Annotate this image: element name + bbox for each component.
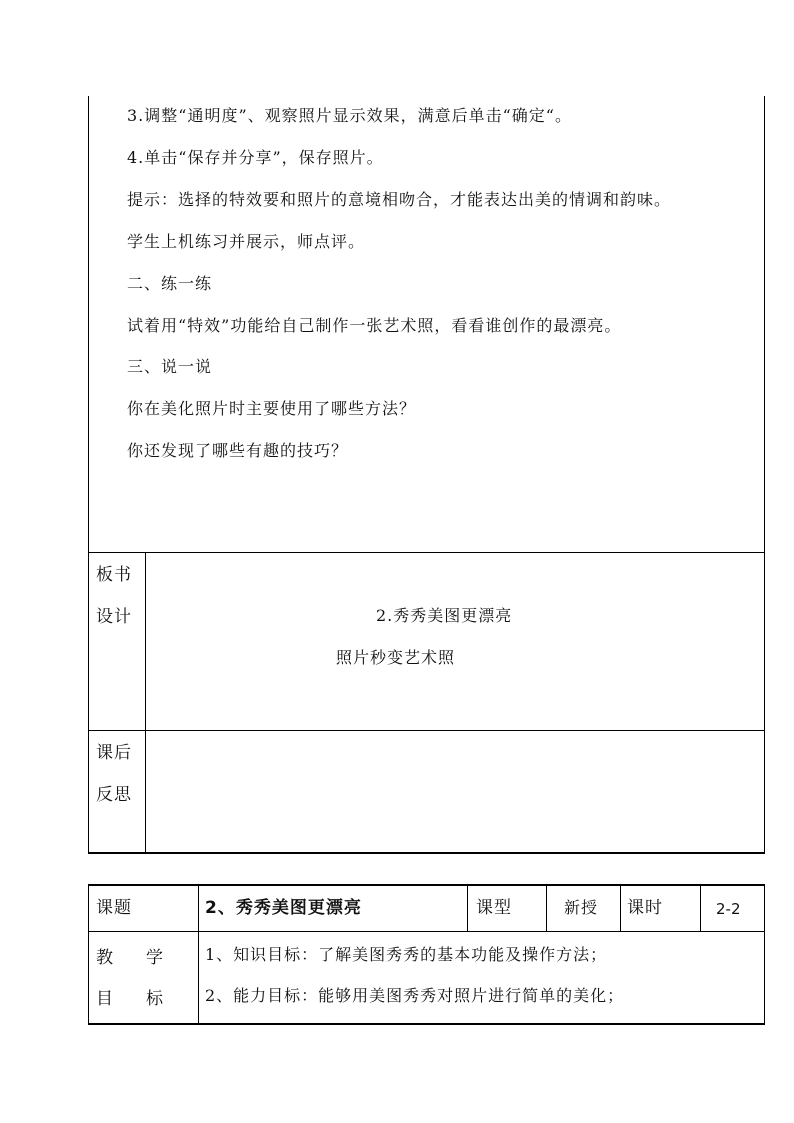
reflection-label-line2: 反思 [96,785,132,805]
process-line: 三、说一说 [127,357,213,376]
lesson-table-left-border [88,884,89,1025]
upper-table-bottom-border [88,852,765,854]
goals-label-char2: 学 [146,948,164,968]
upper-table-left-border [88,96,89,853]
board-label-line1: 板书 [96,565,132,585]
topic-value: 2、秀秀美图更漂亮 [205,898,362,918]
lesson-table-bottom-border [88,1023,765,1025]
process-line: 二、练一练 [127,274,213,293]
board-row-top-border [88,552,765,553]
topic-label: 课题 [96,898,132,918]
reflection-label-line1: 课后 [96,743,132,763]
lesson-col-divider-1 [198,884,199,1025]
type-value: 新授 [564,898,599,917]
board-title: 2.秀秀美图更漂亮 [376,606,513,625]
process-line: 4.单击“保存并分享”，保存照片。 [127,148,384,167]
process-line: 试着用“特效”功能给自己制作一张艺术照，看看谁创作的最漂亮。 [127,316,622,335]
process-line: 3.调整“通明度”、观察照片显示效果，满意后单击“确定“。 [127,106,572,125]
period-label: 课时 [627,898,663,918]
label-column-divider [145,552,146,853]
process-line: 提示：选择的特效要和照片的意境相吻合，才能表达出美的情调和韵味。 [127,190,672,209]
goals-label-char3: 目 [96,989,114,1009]
upper-table-right-border [764,96,765,853]
goal-item: 1、知识目标：了解美图秀秀的基本功能及操作方法； [205,945,608,964]
goal-item: 2、能力目标：能够用美图秀秀对照片进行简单的美化； [205,986,625,1005]
board-label-line2: 设计 [96,607,132,627]
lesson-table-mid-border [88,931,765,932]
lesson-table-right-border [764,884,765,1025]
reflection-row-top-border [88,730,765,731]
goals-label-char4: 标 [146,989,164,1009]
lesson-col-divider-5 [700,884,701,932]
process-line: 学生上机练习并展示，师点评。 [127,232,366,251]
goals-label-char1: 教 [96,948,114,968]
process-line: 你在美化照片时主要使用了哪些方法？ [127,399,417,418]
board-subtitle: 照片秒变艺术照 [336,648,456,667]
lesson-table-top-border [88,884,765,886]
lesson-col-divider-2 [467,884,468,932]
lesson-col-divider-3 [546,884,547,932]
process-line: 你还发现了哪些有趣的技巧？ [127,441,349,460]
type-label: 课型 [476,898,512,918]
period-value: 2-2 [716,900,741,918]
lesson-col-divider-4 [620,884,621,932]
